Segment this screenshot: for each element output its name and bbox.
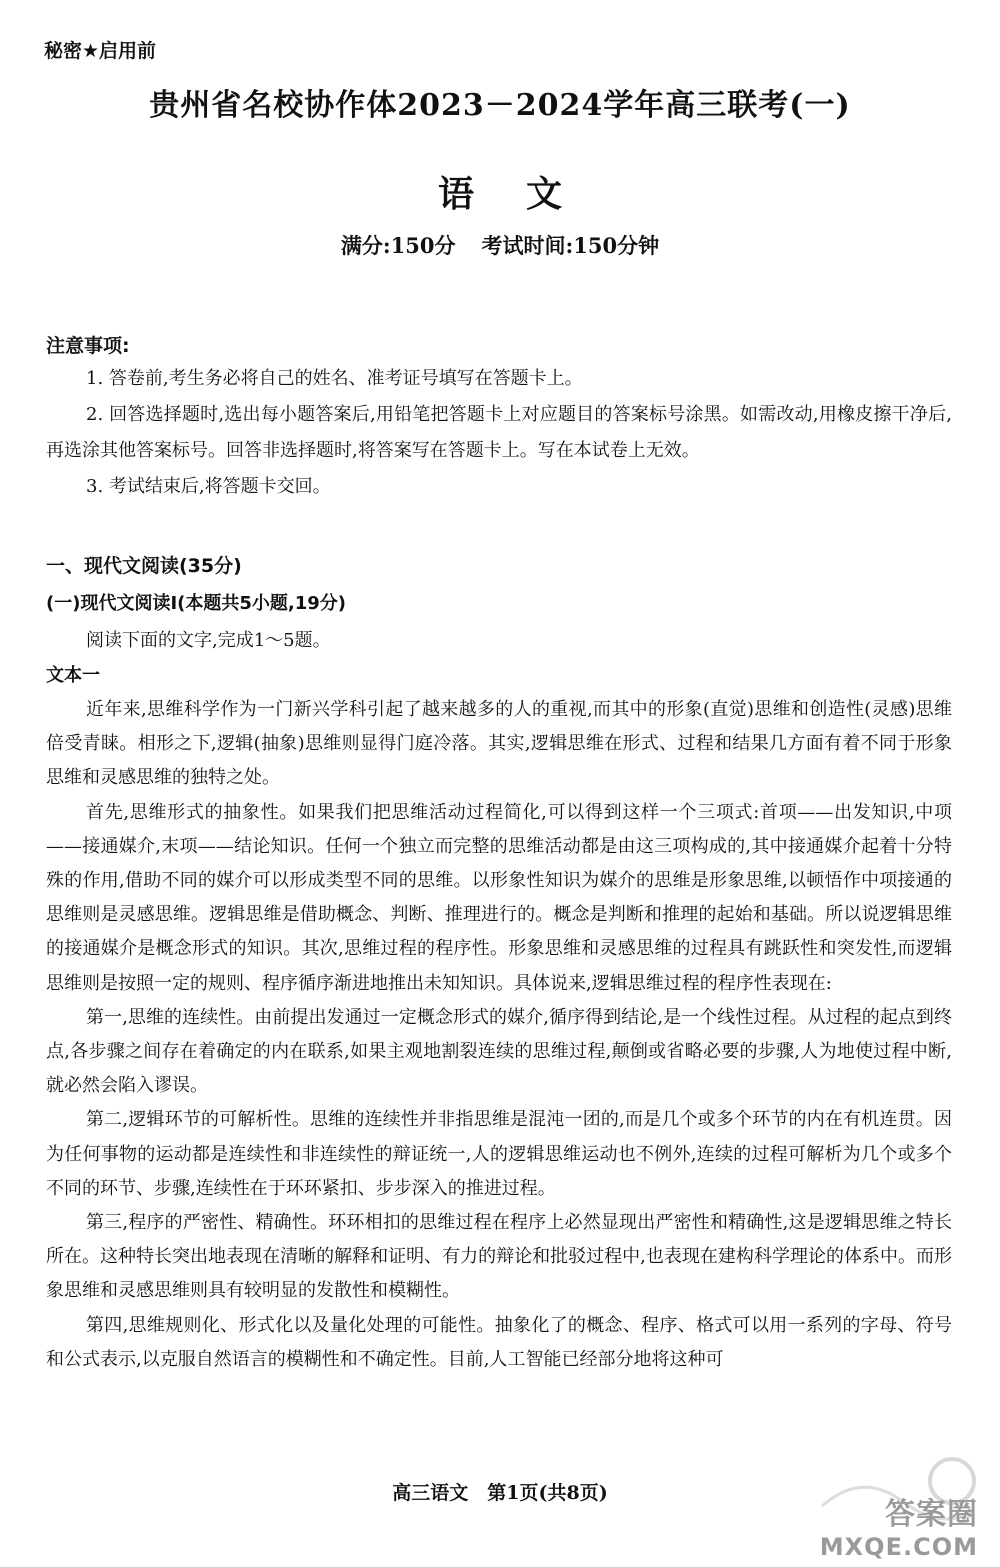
text-label: 文本一 (46, 665, 100, 686)
subject-char-2: 文 (526, 174, 563, 215)
body-paragraph: 近年来,思维科学作为一门新兴学科引起了越来越多的人的重视,而其中的形象(直觉)思维和创造性(灵感)思维倍受青睐。相形之下,逻辑(抽象)思维则显得门庭冷落。其实,逻辑思维在形式、过程和结果几方面有着不同于形象思维和灵感思维的独特之处。 (46, 699, 952, 789)
body-paragraph: 第一,思维的连续性。由前提出发通过一定概念形式的媒介,循序得到结论,是一个线性过程。从过程的起点到终点,各步骤之间存在着确定的内在联系,如果主观地割裂连续的思维过程,颠倒或省略必要的步骤,人为地使过程中断,就必然会陷入谬误。 (46, 1006, 952, 1097)
body-paragraph: 第二,逻辑环节的可解析性。思维的连续性并非指思维是混沌一团的,而是几个或多个环节的内在有机连贯。因为任何事物的运动都是连续性和非连续性的辩证统一,人的逻辑思维运动也不例外,连续的过程可解析为几个或多个不同的环节、步骤,连续性在于环环紧扣、步步深入的推进过程。 (46, 1109, 952, 1199)
secret-mark: 秘密★启用前 (44, 40, 157, 62)
subject-char-1: 语 (437, 174, 474, 215)
watermark-line-1: 答案圈 (885, 1497, 978, 1532)
exam-time: 考试时间:150分钟 (481, 233, 660, 258)
subsection-title: (一)现代文阅读Ⅰ(本题共5小题,19分) (46, 593, 347, 614)
section-title: 一、现代文阅读(35分) (46, 555, 242, 577)
full-score: 满分:150分 (340, 233, 456, 258)
body-paragraph: 首先,思维形式的抽象性。如果我们把思维活动过程简化,可以得到这样一个三项式:首项——出发知识,中项——接通媒介,末项——结论知识。任何一个独立而完整的思维活动都是由这三项构成的,其中接通媒介起着十分特殊的作用,借助不同的媒介可以形成类型不同的思维。以形象性知识为媒介的思维是形象思维,以顿悟作中项接通的思维则是灵感思维。逻辑思维是借助概念、判断、推理进行的。概念是判断和推理的起始和基础。所以说逻辑思维的接通媒介是概念形式的知识。其次,思维过程的程序性。形象思维和灵感思维的过程具有跳跃性和突发性,而逻辑思维则是按照一定的规则、程序循序渐进地推出未知知识。具体说来,逻辑思维过程的程序性表现在: (46, 801, 952, 994)
subject-title (0, 166, 1000, 217)
notice-title: 注意事项: (46, 335, 130, 357)
exam-content (46, 331, 952, 1377)
watermark-line-2: MXQE.COM (819, 1533, 978, 1561)
exam-title: 贵州省名校协作体2023－2024学年高三联考(一) (149, 88, 851, 123)
notice-item: 3. 考试结束后,将答题卡交回。 (86, 476, 331, 497)
notice-item: 1. 答卷前,考生务必将自己的姓名、准考证号填写在答题卡上。 (86, 368, 583, 389)
reading-instruction: 阅读下面的文字,完成1～5题。 (86, 630, 331, 651)
body-paragraph: 第三,程序的严密性、精确性。环环相扣的思维过程在程序上必然显现出严密性和精确性,这是逻辑思维之特长所在。这种特长突出地表现在清晰的解释和证明、有力的辩论和批驳过程中,也表现在建构科学理论的体系中。而形象思维和灵感思维则具有较明显的发散性和模糊性。 (46, 1212, 952, 1302)
exam-meta (0, 230, 1000, 260)
notice-item: 2. 回答选择题时,选出每小题答案后,用铅笔把答题卡上对应题目的答案标号涂黑。如需改动,用橡皮擦干净后,再选涂其他答案标号。回答非选择题时,将答案写在答题卡上。写在本试卷上无效。 (46, 404, 952, 461)
watermark (820, 1489, 978, 1561)
page-footer: 高三语文 第1页(共8页) (392, 1482, 608, 1504)
body-paragraph: 第四,思维规则化、形式化以及量化处理的可能性。抽象化了的概念、程序、格式可以用一系列的字母、符号和公式表示,以克服自然语言的模糊性和不确定性。目前,人工智能已经部分地将这种可 (46, 1314, 952, 1370)
